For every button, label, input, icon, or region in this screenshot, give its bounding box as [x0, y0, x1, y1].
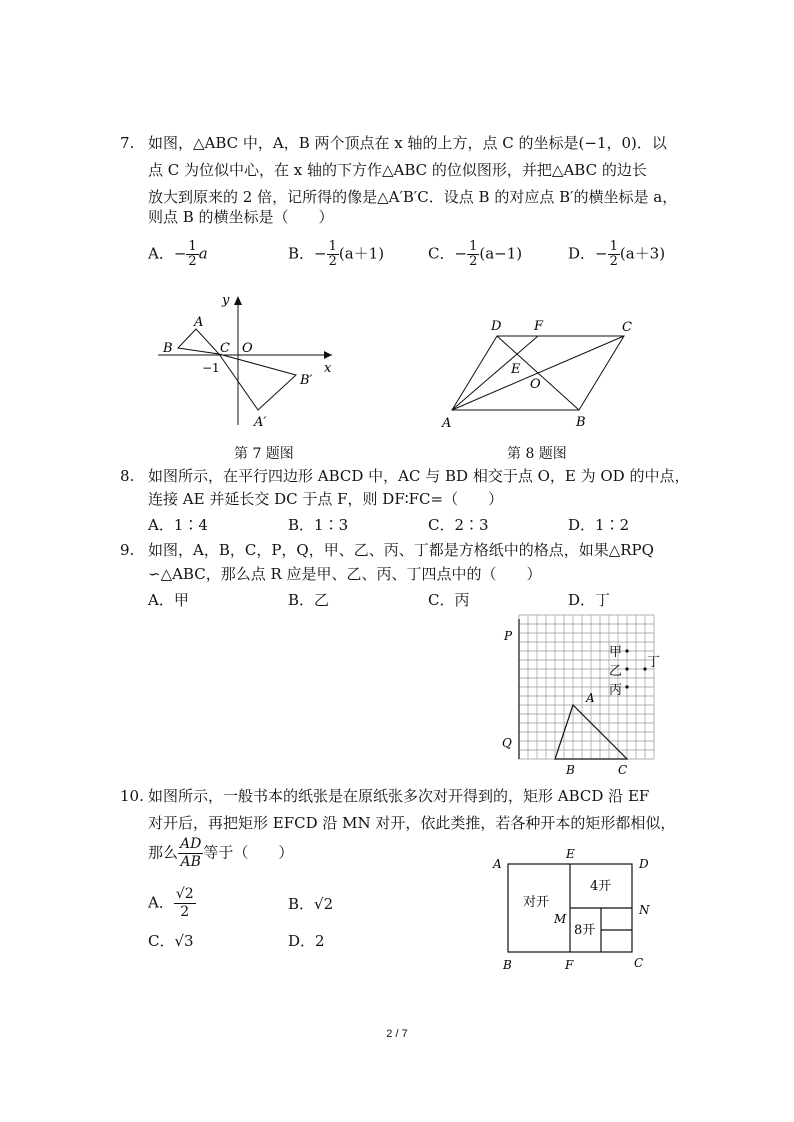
q7-line-1: 如图，△ABC 中，A，B 两个顶点在 x 轴的上方，点 C 的坐标是(−1，0)．以 [148, 134, 667, 152]
q9-figure [498, 614, 668, 780]
q10-number: 10. [120, 787, 144, 805]
q8-number: 8. [120, 467, 135, 485]
label-duikai: 对开 [523, 895, 550, 910]
label-b: B [566, 763, 575, 777]
label-4kai: 4开 [590, 879, 612, 894]
label-bing: 丙 [609, 683, 623, 698]
label-f: F [534, 319, 544, 334]
page-number: 2 / 7 [386, 1028, 408, 1040]
point-yi [625, 667, 628, 670]
q10-line-3: 那么 $\frac{AD}{AB}$ 等于（ ） [148, 836, 294, 870]
q10-option-a[interactable]: A． $\frac{√2}{2}$ [148, 886, 194, 920]
q10-option-b[interactable]: B．√2 [288, 895, 334, 913]
label-d: D [639, 857, 649, 871]
label-d: D [491, 319, 502, 334]
segment-af [452, 336, 538, 410]
label-q: Q [502, 736, 512, 750]
triangle-apbpc [219, 354, 296, 410]
label-jia: 甲 [609, 645, 623, 660]
label-b: B [163, 341, 173, 356]
label-m: M [554, 912, 567, 926]
q10-option-c[interactable]: C．√3 [148, 932, 194, 950]
point-bing [625, 685, 628, 688]
q9-line-2: ∽△ABC，那么点 R 应是甲、乙、丙、丁四点中的（ ） [148, 565, 542, 583]
diagonal-bd [497, 336, 579, 410]
label-n: N [639, 903, 650, 917]
q8-line-1: 如图所示，在平行四边形 ABCD 中，AC 与 BD 相交于点 O，E 为 OD 的中点， [148, 467, 690, 485]
q9-option-d[interactable]: D．丁 [568, 591, 611, 609]
q7-number: 7. [120, 134, 135, 152]
label-b-prime: B′ [300, 373, 313, 388]
q8-option-d[interactable]: D．1∶2 [568, 516, 630, 534]
q7-line-4: 则点 B 的横坐标是（ ） [148, 208, 334, 226]
q7-option-b[interactable]: B．− $\frac{1}{2}$ (a＋1) [288, 239, 385, 269]
label-f: F [565, 958, 574, 972]
q8-option-c[interactable]: C．2∶3 [428, 516, 489, 534]
q10-figure [488, 846, 663, 976]
q7-option-c[interactable]: C．− $\frac{1}{2}$ (a−1) [428, 239, 523, 269]
label-o: O [530, 377, 541, 392]
q9-option-a[interactable]: A．甲 [148, 591, 189, 609]
q7-line-2: 点 C 为位似中心，在 x 轴的下方作△ABC 的位似图形，并把△ABC 的边长 [148, 161, 647, 179]
label-b: B [503, 958, 512, 972]
label-c: C [618, 763, 628, 777]
label-p: P [504, 629, 513, 643]
label-y: y [222, 293, 230, 308]
x-axis-arrow [324, 351, 332, 359]
label-b: B [576, 415, 586, 430]
label-ding: 丁 [647, 655, 661, 670]
label-a: A [493, 857, 502, 871]
label-a-prime: A′ [254, 415, 267, 430]
label-o: O [242, 341, 253, 356]
triangle-abc [178, 329, 219, 354]
q10-line-1: 如图所示，一般书本的纸张是在原纸张多次对开得到的，矩形 ABCD 沿 EF [148, 787, 650, 805]
label-c: C [622, 320, 632, 335]
q9-line-1: 如图，A，B，C，P，Q，甲、乙、丙、丁都是方格纸中的格点，如果△RPQ [148, 541, 654, 559]
q10-option-d[interactable]: D．2 [288, 932, 325, 950]
label-e: E [511, 362, 521, 377]
label-a: A [586, 691, 595, 705]
q8-option-b[interactable]: B．1∶3 [288, 516, 349, 534]
q8-caption: 第 8 题图 [507, 446, 567, 462]
q7-option-a[interactable]: A．− $\frac{1}{2}$ a [148, 239, 208, 269]
y-axis-arrow [234, 296, 242, 305]
q8-figure [436, 315, 646, 433]
label-minus-one: −1 [202, 361, 220, 375]
grid [519, 615, 654, 759]
q9-option-c[interactable]: C．丙 [428, 591, 470, 609]
label-c: C [220, 341, 230, 356]
q7-caption: 第 7 题图 [234, 446, 294, 462]
q9-number: 9. [120, 541, 135, 559]
q7-option-d[interactable]: D．− $\frac{1}{2}$ (a＋3) [568, 239, 666, 269]
label-yi: 乙 [609, 664, 623, 679]
label-a: A [442, 416, 452, 431]
q9-option-b[interactable]: B．乙 [288, 591, 330, 609]
q10-line-2: 对开后，再把矩形 EFCD 沿 MN 对开，依此类推，若各种开本的矩形都相似， [148, 814, 676, 832]
label-a: A [194, 315, 204, 330]
label-x: x [324, 361, 332, 376]
label-c: C [634, 956, 644, 970]
q7-line-3: 放大到原来的 2 倍，记所得的像是△A′B′C．设点 B 的对应点 B′的横坐标是 a， [148, 188, 678, 206]
q8-option-a[interactable]: A．1∶4 [148, 516, 208, 534]
point-jia [625, 649, 628, 652]
q8-line-2: 连接 AE 并延长交 DC 于点 F，则 DF∶FC=（ ） [148, 490, 504, 508]
label-e: E [566, 847, 575, 861]
label-8kai: 8开 [574, 923, 596, 938]
q7-figure [150, 290, 350, 440]
